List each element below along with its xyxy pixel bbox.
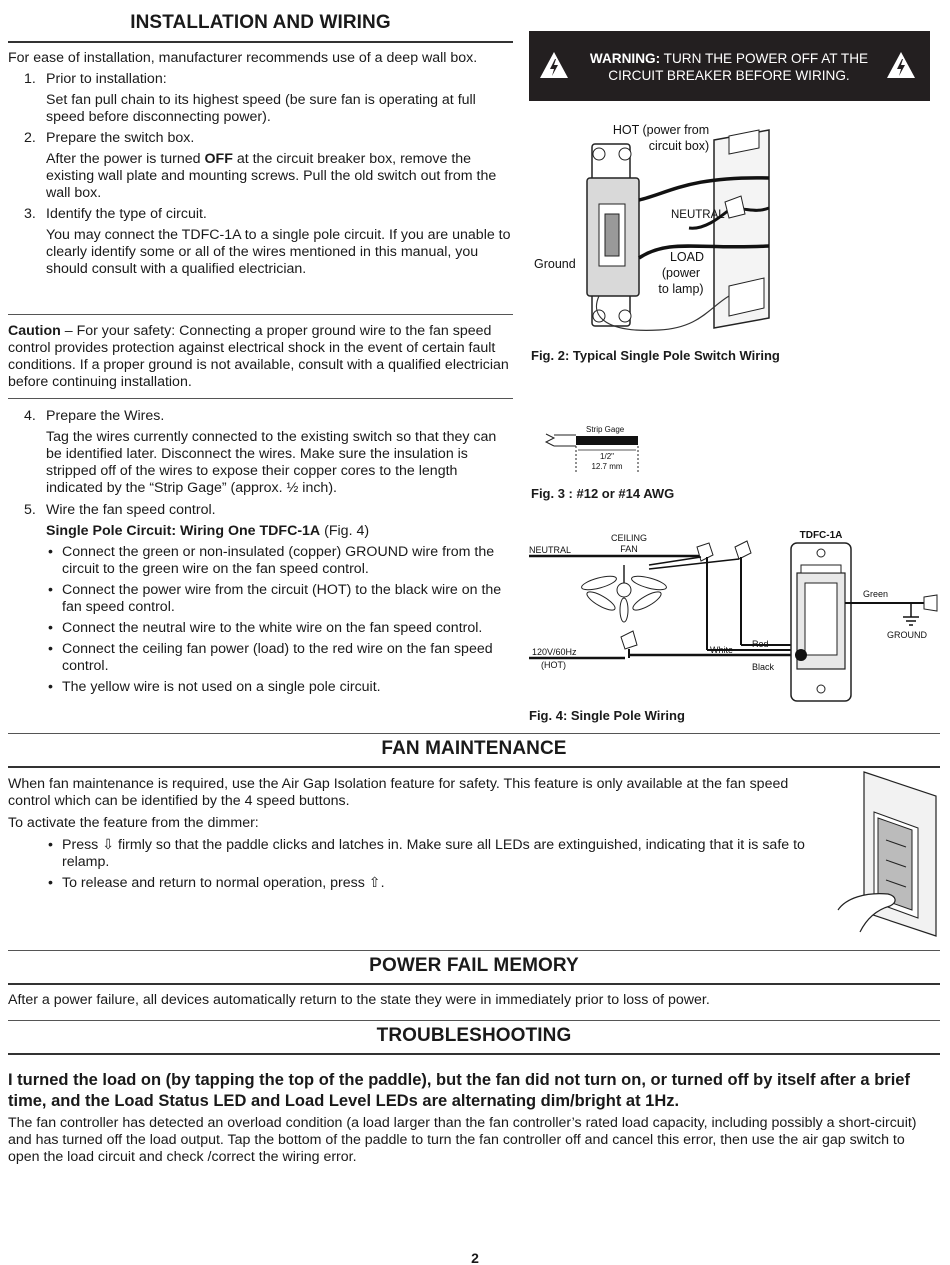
dimmer-illustration xyxy=(836,770,942,940)
arrow-down-icon: ⇩ xyxy=(102,837,115,853)
text-span: . xyxy=(380,875,385,891)
text-bold: OFF xyxy=(204,151,233,167)
step-heading: Prepare the switch box. xyxy=(46,130,195,146)
bullet-list xyxy=(46,544,514,696)
label-neutral: NEUTRAL xyxy=(671,209,725,221)
list-item: • Connect the neutral wire to the white wire on the fan speed control. xyxy=(46,620,514,637)
high-voltage-icon xyxy=(539,51,569,79)
caution-text: – For your safety: Connecting a proper ground wire to the fan speed control provides protection against electrical shock in the event of certain fault conditions. If a proper ground is not available, consult with a qualified electrician before continuing installation. xyxy=(8,323,509,390)
divider xyxy=(8,314,513,315)
label-mm: 12.7 mm xyxy=(591,462,623,471)
wire-nut xyxy=(735,541,751,559)
installation-content-2 xyxy=(24,408,514,696)
label-load-3: to lamp) xyxy=(658,282,704,296)
fig2-switch-wiring-diagram xyxy=(529,118,929,338)
arrow-up-icon: ⇧ xyxy=(368,875,381,891)
step-4 xyxy=(24,408,514,497)
list-item: • Connect the green or non-insulated (copper) GROUND wire from the circuit to the green wire on the fan speed control. xyxy=(46,544,514,578)
subheading-bold: Single Pole Circuit: Wiring One TDFC-1A xyxy=(46,523,321,539)
list-item: • Connect the ceiling fan power (load) to the red wire on the fan speed control. xyxy=(46,641,514,675)
section-title-power-fail: POWER FAIL MEMORY xyxy=(369,955,579,976)
warning-label: WARNING: xyxy=(589,51,661,66)
text-span: To release and return to normal operation, press xyxy=(62,875,369,891)
label-hot-2: circuit box) xyxy=(648,139,710,153)
wire-nut xyxy=(621,631,637,649)
label-fan: FAN xyxy=(620,544,638,554)
step-heading: Prepare the Wires. xyxy=(46,408,165,424)
installation-content xyxy=(8,50,513,278)
text-span: After the power is turned xyxy=(46,151,205,167)
caution-paragraph xyxy=(8,323,513,391)
step-2 xyxy=(24,130,513,202)
step-number: 4. xyxy=(24,408,36,424)
label-red: Red xyxy=(752,639,769,649)
wire-nut xyxy=(697,543,713,561)
fan-maintenance-content xyxy=(8,776,823,892)
subheading-ref: (Fig. 4) xyxy=(320,523,370,539)
step-1 xyxy=(24,71,513,126)
label-load-2: (power xyxy=(661,266,701,280)
divider xyxy=(8,733,940,734)
fig3-strip-gage-diagram xyxy=(540,420,660,475)
label-hot: (HOT) xyxy=(541,660,566,670)
label-strip-gage: Strip Gage xyxy=(586,425,625,434)
list-item: • The yellow wire is not used on a single pole circuit. xyxy=(46,679,514,696)
ceiling-fan-icon xyxy=(580,565,667,622)
step-body: Tag the wires currently connected to the existing switch so that they can be identified later. Disconnect the wires. Make sure the insulation is stripped off of the wires to expose their copper cores to the length indicated by the “Strip Gage” (approx. ½ inch). xyxy=(46,429,497,496)
maintenance-paragraph: When fan maintenance is required, use the Air Gap Isolation feature for safety. This feature is only available at the fan speed control which can be identified by the 4 speed buttons. xyxy=(8,776,789,809)
label-hot-1: HOT (power from xyxy=(612,123,710,137)
step-number: 1. xyxy=(24,71,36,87)
section-title-fan-maintenance: FAN MAINTENANCE xyxy=(381,738,567,759)
step-subheading xyxy=(46,523,514,540)
step-5 xyxy=(24,502,514,696)
fig4-single-pole-wiring-diagram xyxy=(529,525,939,705)
troubleshooting-answer: The fan controller has detected an overload condition (a load larger than the fan controller’s rated load capacity, including possibly a short-circuit) and has turned off the load output. Tap the bottom of the paddle to turn the fan controller off and cancel this error, then use the air gap switch to open the load circuit and check /correct the wiring error. xyxy=(8,1115,917,1165)
list-item xyxy=(46,875,823,892)
label-half-inch: 1/2" xyxy=(600,452,614,461)
label-ceiling: CEILING xyxy=(610,533,648,543)
strip-bar xyxy=(576,436,638,445)
section-title-troubleshooting: TROUBLESHOOTING xyxy=(376,1025,572,1046)
step-number: 3. xyxy=(24,206,36,222)
divider xyxy=(8,41,513,43)
fig2-caption: Fig. 2: Typical Single Pole Switch Wiring xyxy=(531,348,780,363)
list-item: • Connect the power wire from the circuit (HOT) to the black wire on the fan speed control. xyxy=(46,582,514,616)
warning-message: TURN THE POWER OFF AT THE CIRCUIT BREAKER BEFORE WIRING. xyxy=(608,51,869,83)
label-green: Green xyxy=(863,589,889,599)
intro-paragraph: For ease of installation, manufacturer recommends use of a deep wall box. xyxy=(8,50,478,66)
text-span: Press xyxy=(62,837,103,853)
label-load-1: LOAD xyxy=(669,250,705,264)
warning-text xyxy=(575,50,883,84)
text-span: firmly so that the paddle clicks and latches in. Make sure all LEDs are extinguished, indicating that it is safe to relamp. xyxy=(62,837,805,870)
label-ground: GROUND xyxy=(887,630,927,640)
wire-nut xyxy=(924,595,937,611)
step-heading: Wire the fan speed control. xyxy=(46,502,216,518)
step-number: 2. xyxy=(24,130,36,146)
step-3 xyxy=(24,206,513,278)
divider xyxy=(8,983,940,985)
label-white: White xyxy=(710,645,734,655)
fig3-caption: Fig. 3 : #12 or #14 AWG xyxy=(531,486,675,501)
section-title-installation: INSTALLATION AND WIRING xyxy=(130,12,391,33)
step-body: Set fan pull chain to its highest speed (be sure fan is operating at full speed before disconnecting power). xyxy=(46,92,476,125)
step-body xyxy=(46,151,513,202)
steps-list xyxy=(24,71,513,278)
caution-label: Caution xyxy=(8,323,61,339)
text-span: at the circuit breaker box, remove the existing wall plate and mounting screws. Pull the old switch out from the wall box. xyxy=(46,151,497,201)
high-voltage-icon xyxy=(886,51,916,79)
troubleshooting-question: I turned the load on (by tapping the top of the paddle), but the fan did not turn on, or turned off by itself after a brief time, and the Load Status LED and Load Level LEDs are alternating dim/bright at 1Hz. xyxy=(8,1071,910,1110)
fig4-caption: Fig. 4: Single Pole Wiring xyxy=(529,708,685,723)
list-item xyxy=(46,837,823,871)
warning-box xyxy=(529,31,930,101)
label-hot-voltage: 120V/60Hz xyxy=(532,647,577,657)
label-black: Black xyxy=(752,662,775,672)
power-fail-text: After a power failure, all devices automatically return to the state they were in immediately prior to loss of power. xyxy=(8,992,710,1008)
activate-instruction: To activate the feature from the dimmer: xyxy=(8,815,259,831)
label-ground: Ground xyxy=(534,257,576,271)
divider xyxy=(8,766,940,768)
step-heading: Prior to installation: xyxy=(46,71,167,87)
fan-speed-control-device xyxy=(791,543,851,701)
divider xyxy=(8,950,940,951)
step-heading: Identify the type of circuit. xyxy=(46,206,207,222)
divider xyxy=(8,1053,940,1055)
step-number: 5. xyxy=(24,502,36,518)
label-model: TDFC-1A xyxy=(799,530,843,541)
label-neutral: NEUTRAL xyxy=(529,545,572,555)
step-body: You may connect the TDFC-1A to a single pole circuit. If you are unable to clearly identify some or all of the wires mentioned in this manual, you should consult with a qualified electrician. xyxy=(46,227,511,277)
divider xyxy=(8,1020,940,1021)
divider xyxy=(8,398,513,399)
bullet-list xyxy=(46,837,823,892)
page-number: 2 xyxy=(471,1250,479,1265)
